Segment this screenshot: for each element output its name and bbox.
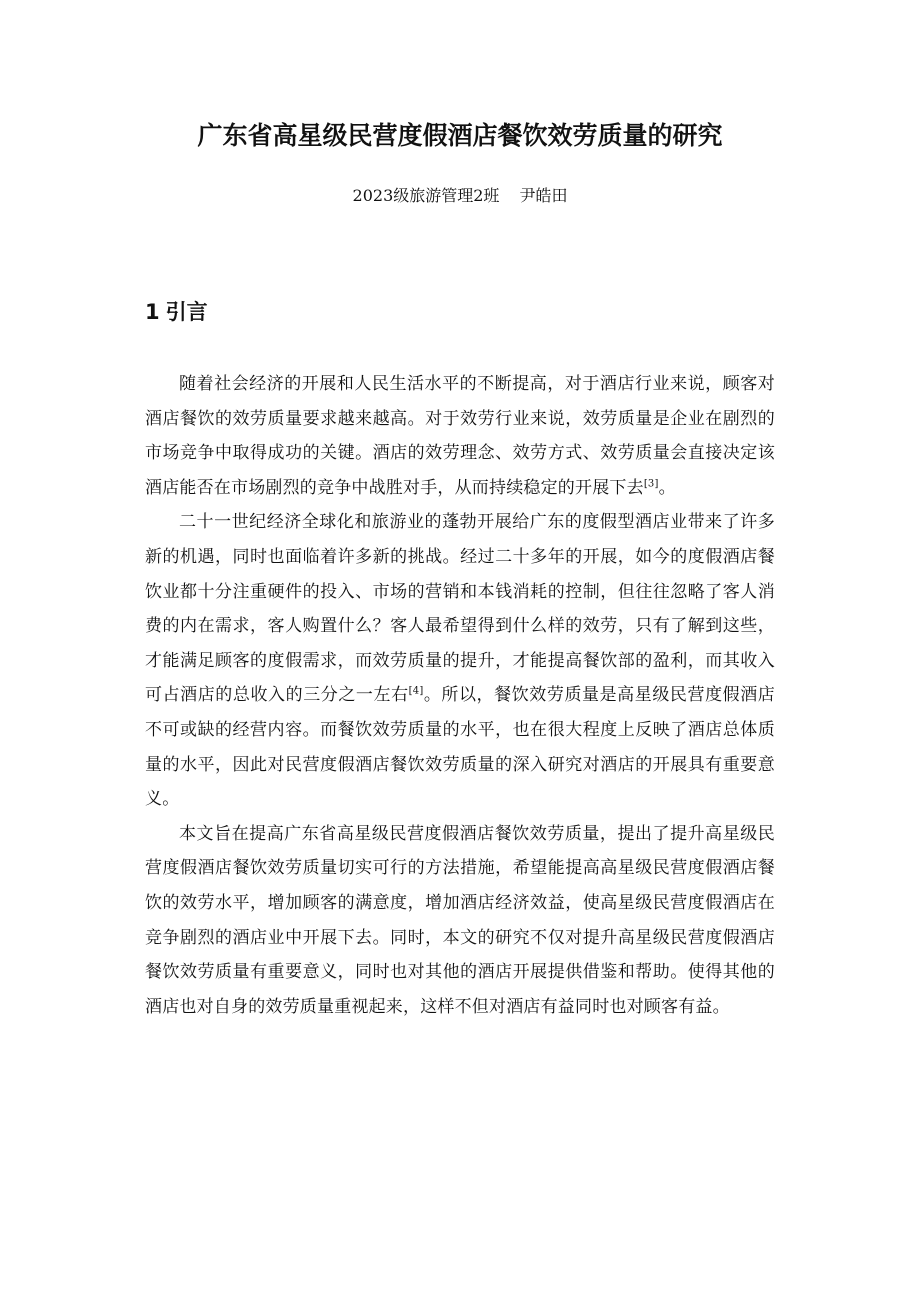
paragraph-text: 二十一世纪经济全球化和旅游业的蓬勃开展给广东的度假型酒店业带来了许多新的机遇，同时也面临着许多新的挑战。经过二十多年的开展，如今的度假酒店餐饮业都十分注重硬件的投入、市场的营销和本钱消耗的控制，但往往忽略了客人消费的内在需求，客人购置什么？客人最希望得到什么样的效劳，只有了解到这些，才能满足顾客的度假需求，而效劳质量的提升，才能提高餐饮部的盈利，而其收入可占酒店的总收入的三分之一左右: [145, 512, 775, 706]
author-name: 尹皓田: [519, 186, 568, 205]
paragraph-1: [145, 367, 775, 505]
section-number: 1: [145, 300, 160, 324]
paragraph-text: 本文旨在提高广东省高星级民营度假酒店餐饮效劳质量，提出了提升高星级民营度假酒店餐饮效劳质量切实可行的方法措施，希望能提高高星级民营度假酒店餐饮的效劳水平，增加顾客的满意度，增加酒店经济效益，使高星级民营度假酒店在竞争剧烈的酒店业中开展下去。同时，本文的研究不仅对提升高星级民营度假酒店餐饮效劳质量有重要意义，同时也对其他的酒店开展提供借鉴和帮助。使得其他的酒店也对自身的效劳质量重视起来，这样不但对酒店有益同时也对顾客有益。: [145, 823, 775, 1017]
paragraph-tail: 。: [658, 477, 676, 498]
citation-ref: [3]: [643, 478, 659, 490]
citation-ref: [4]: [408, 685, 424, 697]
paragraph-2: [145, 505, 775, 816]
section-title: 引言: [165, 300, 208, 324]
author-class: 2023级旅游管理2班: [352, 186, 500, 205]
paragraph-tail: 。所以，餐饮效劳质量是高星级民营度假酒店不可或缺的经营内容。而餐饮效劳质量的水平，也在很大程度上反映了酒店总体质量的水平，因此对民营度假酒店餐饮效劳质量的深入研究对酒店的开展具有重要意义。: [145, 685, 775, 810]
body-text: [145, 367, 775, 1024]
author-line: [0, 183, 920, 209]
paragraph-3: [145, 817, 775, 1025]
document-title: 广东省高星级民营度假酒店餐饮效劳质量的研究: [197, 121, 723, 150]
section-heading: [145, 296, 208, 328]
paragraph-text: 随着社会经济的开展和人民生活水平的不断提高，对于酒店行业来说，顾客对酒店餐饮的效劳质量要求越来越高。对于效劳行业来说，效劳质量是企业在剧烈的市场竞争中取得成功的关键。酒店的效劳理念、效劳方式、效劳质量会直接决定该酒店能否在市场剧烈的竞争中战胜对手，从而持续稳定的开展下去: [145, 374, 775, 498]
